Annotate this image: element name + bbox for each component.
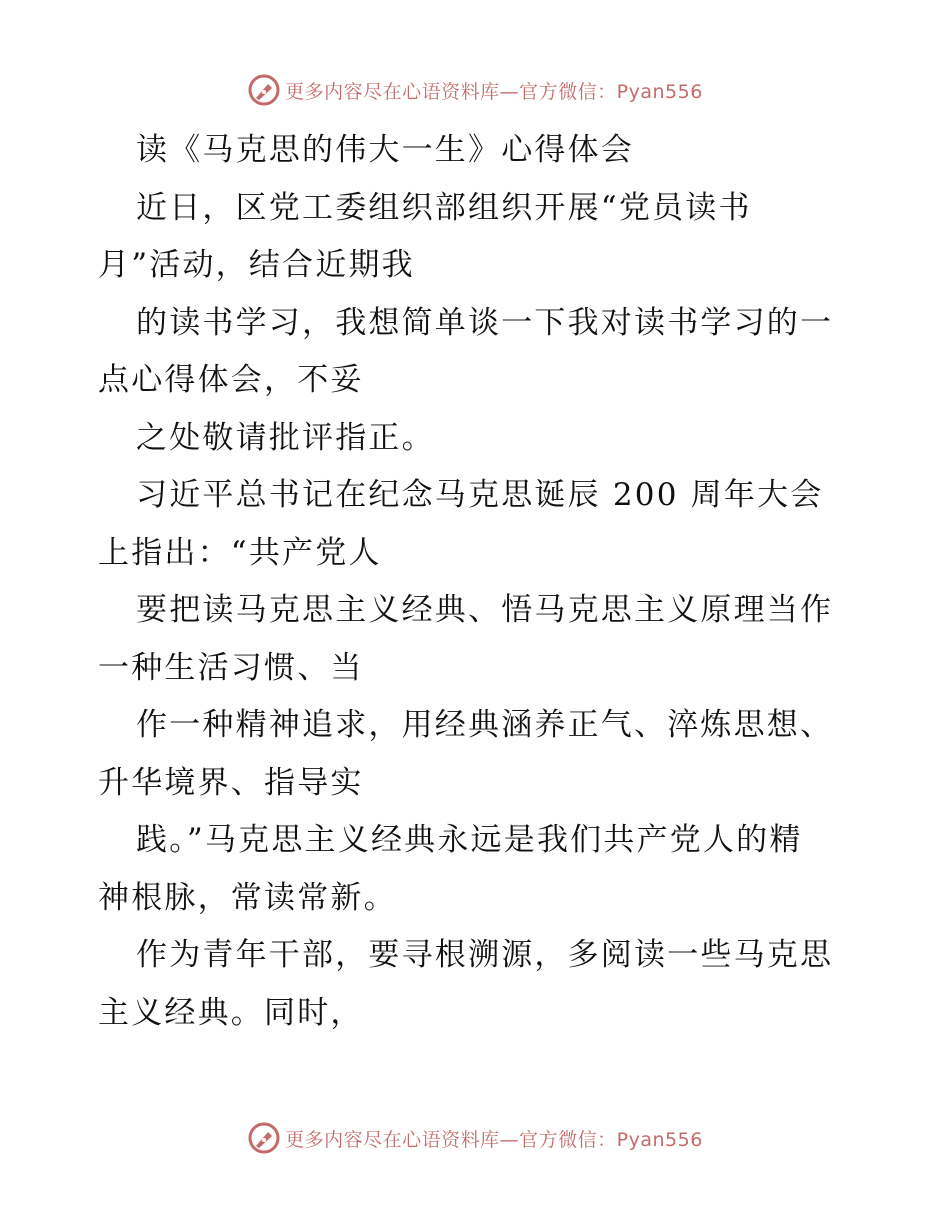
paragraph-line: 一种生活习惯、当 xyxy=(98,649,364,686)
paragraph-line: 践。”马克思主义经典永远是我们共产党人的精 xyxy=(136,822,803,858)
paragraph-line: 点心得体会，不妥 xyxy=(98,362,364,398)
paragraph-line: 月”活动，结合近期我 xyxy=(98,247,415,283)
paragraph-line: 上指出：“共产党人 xyxy=(98,534,382,571)
paragraph-line: 要把读马克思主义经典、悟马克思主义原理当作 xyxy=(136,592,834,628)
document-title: 读《马克思的伟大一生》心得体会 xyxy=(136,132,634,168)
watermark-text: 更多内容尽在心语资料库—官方微信：Pyan556 xyxy=(285,80,703,103)
header-watermark xyxy=(0,70,950,110)
paragraph-line: 作一种精神追求，用经典涵养正气、淬炼思想、 xyxy=(136,707,834,743)
paragraph-line: 神根脉，常读常新。 xyxy=(98,879,397,916)
paragraph-line: 作为青年干部，要寻根溯源，多阅读一些马克思 xyxy=(136,937,834,973)
pen-nib-circle-icon xyxy=(247,73,281,107)
watermark-text: 更多内容尽在心语资料库—官方微信：Pyan556 xyxy=(285,1128,703,1151)
paragraph-line: 的读书学习，我想简单谈一下我对读书学习的一 xyxy=(136,304,834,341)
pen-nib-circle-icon xyxy=(247,1121,281,1155)
paragraph-line: 升华境界、指导实 xyxy=(98,764,364,801)
document-body xyxy=(98,122,858,1042)
paragraph-line: 习近平总书记在纪念马克思诞辰 200 周年大会 xyxy=(136,477,824,513)
paragraph-line: 之处敬请批评指正。 xyxy=(136,419,435,456)
footer-watermark xyxy=(0,1118,950,1158)
paragraph-line: 主义经典。同时， xyxy=(98,994,364,1031)
paragraph-line: 近日，区党工委组织部组织开展“党员读书 xyxy=(136,189,752,226)
